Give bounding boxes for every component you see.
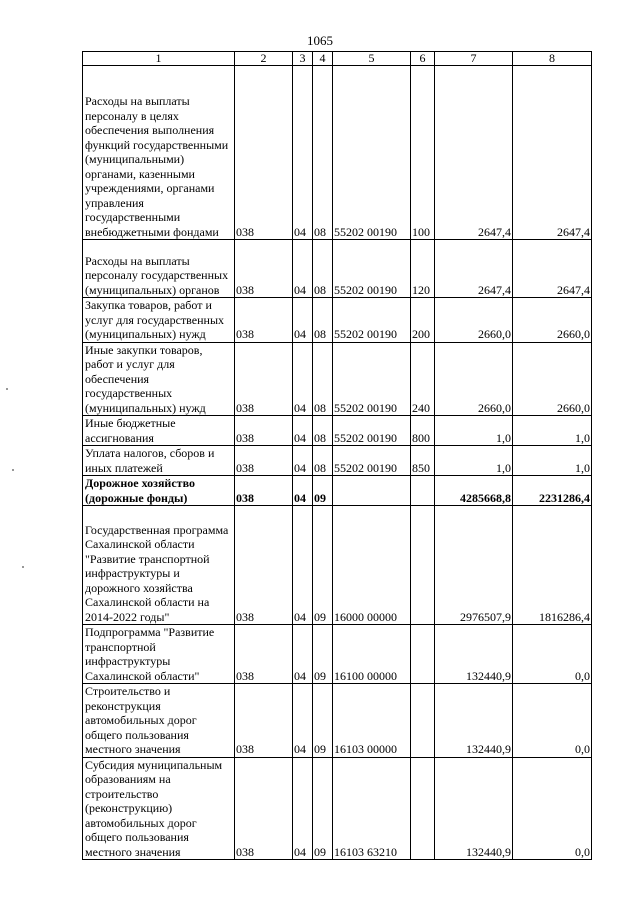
table-row	[83, 66, 592, 240]
amount-1-cell: 2660,0	[435, 298, 513, 343]
amount-2-cell: 2647,4	[513, 240, 592, 298]
row-name-cell: Подпрограмма "Развитие транспортной инфраструктуры Сахалинской области"	[83, 625, 235, 684]
target-article-cell: 55202 00190	[333, 342, 411, 416]
amount-1-cell: 2647,4	[435, 240, 513, 298]
amount-1-cell: 2660,0	[435, 342, 513, 416]
column-header-6: 6	[411, 52, 435, 66]
amount-2-cell: 0,0	[513, 684, 592, 758]
ministry-code-cell: 038	[235, 298, 293, 343]
ministry-code-cell: 038	[235, 625, 293, 684]
row-name-cell: Закупка товаров, работ и услуг для государственных (муниципальных) нужд	[83, 298, 235, 343]
target-article-cell	[333, 476, 411, 506]
section-code-cell: 04	[293, 342, 313, 416]
subsection-code-cell: 08	[313, 446, 333, 476]
expense-type-cell	[411, 757, 435, 860]
table-row	[83, 416, 592, 446]
table-header-row	[83, 52, 592, 66]
amount-1-cell: 132440,9	[435, 625, 513, 684]
target-article-cell: 16100 00000	[333, 625, 411, 684]
amount-2-cell: 2660,0	[513, 342, 592, 416]
expense-type-cell	[411, 625, 435, 684]
row-name-cell: Уплата налогов, сборов и иных платежей	[83, 446, 235, 476]
ministry-code-cell: 038	[235, 757, 293, 860]
section-code-cell: 04	[293, 66, 313, 240]
expense-type-cell	[411, 684, 435, 758]
target-article-cell: 16000 00000	[333, 506, 411, 625]
column-header-8: 8	[513, 52, 592, 66]
section-code-cell: 04	[293, 240, 313, 298]
table-row	[83, 757, 592, 860]
expense-type-cell: 240	[411, 342, 435, 416]
subsection-code-cell: 08	[313, 66, 333, 240]
row-name-cell: Субсидия муниципальным образованиям на строительство (реконструкцию) автомобильных дорог общего пользования местного значения	[83, 757, 235, 860]
table-row	[83, 476, 592, 506]
section-code-cell: 04	[293, 625, 313, 684]
target-article-cell: 55202 00190	[333, 446, 411, 476]
section-code-cell: 04	[293, 416, 313, 446]
scan-speck	[12, 469, 14, 471]
scan-speck	[22, 566, 24, 568]
scan-speck	[6, 388, 8, 390]
ministry-code-cell: 038	[235, 342, 293, 416]
budget-table	[82, 51, 592, 860]
row-name-cell: Расходы на выплаты персоналу в целях обеспечения выполнения функций государственными (муниципальными) органами, казенными учреждениями, органами управления государственными внебюджетными фондами	[83, 66, 235, 240]
section-code-cell: 04	[293, 476, 313, 506]
subsection-code-cell: 09	[313, 476, 333, 506]
ministry-code-cell: 038	[235, 476, 293, 506]
table-row	[83, 240, 592, 298]
section-code-cell: 04	[293, 757, 313, 860]
page-number: 1065	[307, 33, 333, 48]
expense-type-cell: 100	[411, 66, 435, 240]
amount-1-cell: 132440,9	[435, 757, 513, 860]
section-code-cell: 04	[293, 684, 313, 758]
subsection-code-cell: 08	[313, 240, 333, 298]
amount-2-cell: 2647,4	[513, 66, 592, 240]
subsection-code-cell: 09	[313, 757, 333, 860]
target-article-cell: 55202 00190	[333, 298, 411, 343]
ministry-code-cell: 038	[235, 66, 293, 240]
expense-type-cell: 120	[411, 240, 435, 298]
row-name-cell: Дорожное хозяйство (дорожные фонды)	[83, 476, 235, 506]
amount-1-cell: 1,0	[435, 446, 513, 476]
amount-2-cell: 0,0	[513, 757, 592, 860]
ministry-code-cell: 038	[235, 684, 293, 758]
expense-type-cell	[411, 506, 435, 625]
amount-2-cell: 1816286,4	[513, 506, 592, 625]
table-row	[83, 298, 592, 343]
subsection-code-cell: 09	[313, 625, 333, 684]
subsection-code-cell: 09	[313, 506, 333, 625]
amount-2-cell: 1,0	[513, 446, 592, 476]
section-code-cell: 04	[293, 446, 313, 476]
section-code-cell: 04	[293, 506, 313, 625]
amount-2-cell: 2660,0	[513, 298, 592, 343]
column-header-2: 2	[235, 52, 293, 66]
amount-1-cell: 4285668,8	[435, 476, 513, 506]
subsection-code-cell: 09	[313, 684, 333, 758]
table-row	[83, 506, 592, 625]
amount-2-cell: 1,0	[513, 416, 592, 446]
ministry-code-cell: 038	[235, 416, 293, 446]
row-name-cell: Строительство и реконструкция автомобильных дорог общего пользования местного значения	[83, 684, 235, 758]
column-header-3: 3	[293, 52, 313, 66]
target-article-cell: 55202 00190	[333, 240, 411, 298]
target-article-cell: 16103 63210	[333, 757, 411, 860]
row-name-cell: Расходы на выплаты персоналу государственных (муниципальных) органов	[83, 240, 235, 298]
subsection-code-cell: 08	[313, 416, 333, 446]
ministry-code-cell: 038	[235, 446, 293, 476]
amount-2-cell: 0,0	[513, 625, 592, 684]
amount-2-cell: 2231286,4	[513, 476, 592, 506]
table-row	[83, 625, 592, 684]
row-name-cell: Иные закупки товаров, работ и услуг для обеспечения государственных (муниципальных) нужд	[83, 342, 235, 416]
expense-type-cell	[411, 476, 435, 506]
target-article-cell: 16103 00000	[333, 684, 411, 758]
table-row	[83, 684, 592, 758]
expense-type-cell: 850	[411, 446, 435, 476]
amount-1-cell: 2976507,9	[435, 506, 513, 625]
subsection-code-cell: 08	[313, 298, 333, 343]
table-row	[83, 446, 592, 476]
ministry-code-cell: 038	[235, 506, 293, 625]
column-header-4: 4	[313, 52, 333, 66]
row-name-cell: Государственная программа Сахалинской области "Развитие транспортной инфраструктуры и дорожного хозяйства Сахалинской области на 2014-2022 годы"	[83, 506, 235, 625]
amount-1-cell: 2647,4	[435, 66, 513, 240]
row-name-cell: Иные бюджетные ассигнования	[83, 416, 235, 446]
target-article-cell: 55202 00190	[333, 416, 411, 446]
target-article-cell: 55202 00190	[333, 66, 411, 240]
column-header-1: 1	[83, 52, 235, 66]
table-row	[83, 342, 592, 416]
amount-1-cell: 132440,9	[435, 684, 513, 758]
expense-type-cell: 200	[411, 298, 435, 343]
section-code-cell: 04	[293, 298, 313, 343]
subsection-code-cell: 08	[313, 342, 333, 416]
ministry-code-cell: 038	[235, 240, 293, 298]
column-header-5: 5	[333, 52, 411, 66]
amount-1-cell: 1,0	[435, 416, 513, 446]
column-header-7: 7	[435, 52, 513, 66]
expense-type-cell: 800	[411, 416, 435, 446]
